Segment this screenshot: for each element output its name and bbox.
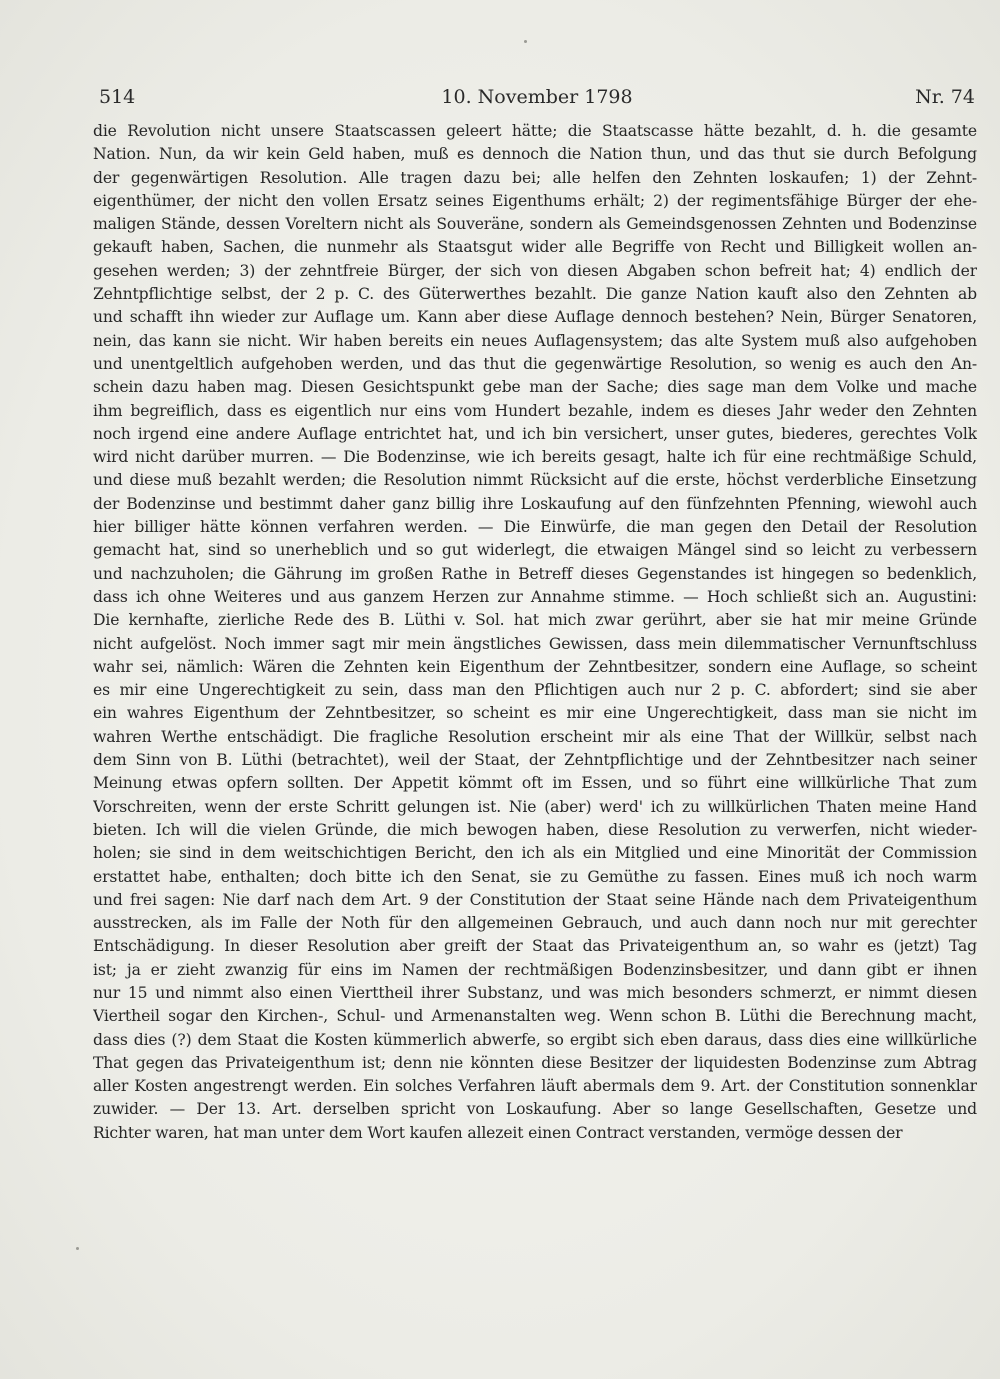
text-line: ein wahres Eigenthum der Zehntbesitzer, so scheint es mir eine Ungerechtigkeit, dass man sie nicht im (93, 704, 977, 723)
text-line: eigenthümer, der nicht den vollen Ersatz seines Eigenthums erhält; 2) der regimentsfähige Bürger der ehe- (93, 191, 977, 210)
body-text (93, 120, 977, 1145)
text-line: nur 15 und nimmt also einen Vierttheil ihrer Substanz, und was mich besonders schmerzt, er nimmt diesen (93, 983, 977, 1002)
text-line: Zehntpflichtige selbst, der 2 p. C. des Güterwerthes bezahlt. Die ganze Nation kauft also den Zehnten ab (93, 285, 977, 304)
text-line: hier billiger hätte können verfahren werden. — Die Einwürfe, die man gegen den Detail der Resolution (93, 518, 977, 537)
text-line: ist; ja er zieht zwanzig für eins im Namen der rechtmäßigen Bodenzinsbesitzer, und dann gibt er ihnen (93, 960, 977, 979)
text-line: und nachzuholen; die Gährung im großen Rathe in Betreff dieses Gegenstandes ist hingegen so bedenklich, (93, 564, 977, 583)
text-line: die Revolution nicht unsere Staatscassen geleert hätte; die Staatscasse hätte bezahlt, d. h. die gesamte (93, 122, 977, 140)
text-line: es mir eine Ungerechtigkeit zu sein, dass man den Pflichtigen auch nur 2 p. C. abfordert; sind sie aber (93, 681, 977, 700)
text-line: gesehen werden; 3) der zehntfreie Bürger, der sich von diesen Abgaben schon befreit hat; 4) endlich der (93, 261, 977, 280)
text-line: ausstrecken, als im Falle der Noth für den allgemeinen Gebrauch, und auch dann noch nur mit gerechter (93, 914, 977, 933)
text-line: erstattet habe, enthalten; doch bitte ich den Senat, sie zu Gemüthe zu fassen. Eines muß ich noch warm (93, 867, 977, 886)
text-line: Vorschreiten, wenn der erste Schritt gelungen ist. Nie (aber) werd' ich zu willkürlichen Thaten meine Hand (93, 797, 977, 816)
header-date: 10. November 1798 (441, 86, 633, 108)
text-line: wahren Werthe entschädigt. Die fragliche Resolution erscheint mir als eine That der Willkür, selbst nach (93, 727, 977, 746)
text-line: dem Sinn von B. Lüthi (betrachtet), weil der Staat, der Zehntpflichtige und der Zehntbesitzer nach seiner (93, 751, 977, 770)
text-line: und schafft ihn wieder zur Auflage um. Kann aber diese Auflage dennoch bestehen? Nein, Bürger Senatoren, (93, 308, 977, 327)
text-line: nicht aufgelöst. Noch immer sagt mir mein ängstliches Gewissen, dass mein dilemmatischer Vernunftschluss (93, 634, 977, 653)
text-line: ihm begreiflich, dass es eigentlich nur eins vom Hundert bezahle, indem es dieses Jahr weder den Zehnten (93, 401, 977, 420)
text-line: der Bodenzinse und bestimmt daher ganz billig ihre Loskaufung auf den fünfzehnten Pfenning, wiewohl auch (93, 494, 977, 513)
paper-speck (524, 40, 527, 43)
paper-speck (76, 1247, 79, 1250)
text-line: Nation. Nun, da wir kein Geld haben, muß es dennoch die Nation thun, und das thut sie durch Befolgung (93, 145, 977, 164)
text-line: gemacht hat, sind so unerheblich und so gut widerlegt, die etwaigen Mängel sind so leicht zu verbessern (93, 541, 977, 560)
text-line: noch irgend eine andere Auflage entrichtet hat, und ich bin versichert, unser gutes, biederes, gerechtes Volk (93, 424, 977, 443)
text-line: wahr sei, nämlich: Wären die Zehnten kein Eigenthum der Zehntbesitzer, sondern eine Auflage, so scheint (93, 657, 977, 676)
text-line: That gegen das Privateigenthum ist; denn nie könnten diese Besitzer der liquidesten Bodenzinse zum Abtrag (93, 1053, 977, 1072)
text-line: bieten. Ich will die vielen Gründe, die mich bewogen haben, diese Resolution zu verwerfen, nicht wieder- (93, 820, 977, 839)
text-line: und diese muß bezahlt werden; die Resolution nimmt Rücksicht auf die erste, höchst verderbliche Einsetzung (93, 471, 977, 490)
text-line: dass dies (?) dem Staat die Kosten kümmerlich abwerfe, so ergibt sich eben daraus, dass dies eine willkürliche (93, 1030, 977, 1049)
text-line: schein dazu haben mag. Diesen Gesichtspunkt gebe man der Sache; dies sage man dem Volke und mache (93, 378, 977, 397)
text-line: dass ich ohne Weiteres und aus ganzem Herzen zur Annahme stimme. — Hoch schließt sich an. Augustini: (93, 587, 977, 606)
text-line: Die kernhafte, zierliche Rede des B. Lüthi v. Sol. hat mich zwar gerührt, aber sie hat mir meine Gründe (93, 611, 977, 630)
text-line: zuwider. — Der 13. Art. derselben spricht von Loskaufung. Aber so lange Gesellschaften, Gesetze und (93, 1100, 977, 1119)
text-line: gekauft haben, Sachen, die nunmehr als Staatsgut wider alle Begriffe von Recht und Billigkeit wollen an- (93, 238, 977, 257)
text-line: Entschädigung. In dieser Resolution aber greift der Staat das Privateigenthum an, so wahr es (jetzt) Tag (93, 937, 977, 956)
text-line: aller Kosten angestrengt werden. Ein solches Verfahren läuft abermals dem 9. Art. der Constitution sonnenklar (93, 1077, 977, 1096)
document-number: Nr. 74 (915, 86, 975, 108)
text-line: holen; sie sind in dem weitschichtigen Bericht, den ich als ein Mitglied und eine Minorität der Commission (93, 844, 977, 863)
page-number: 514 (99, 86, 136, 108)
text-line: Meinung etwas opfern sollten. Der Appetit kömmt oft im Essen, und so führt eine willkürliche That zum (93, 774, 977, 793)
text-line: nein, das kann sie nicht. Wir haben bereits ein neues Auflagensystem; das alte System muß also aufgehoben (93, 331, 977, 350)
text-line: und frei sagen: Nie darf nach dem Art. 9 der Constitution der Staat seine Hände nach dem Privateigenthum (93, 890, 977, 909)
page-header (99, 86, 975, 116)
text-line: und unentgeltlich aufgehoben werden, und das thut die gegenwärtige Resolution, so wenig es auch den An- (93, 354, 977, 373)
text-line: Richter waren, hat man unter dem Wort kaufen allezeit einen Contract verstanden, vermöge dessen der (93, 1123, 903, 1142)
text-line: wird nicht darüber murren. — Die Bodenzinse, wie ich bereits gesagt, halte ich für eine rechtmäßige Schuld, (93, 448, 977, 467)
text-line: Viertheil sogar den Kirchen-, Schul- und Armenanstalten weg. Wenn schon B. Lüthi die Berechnung macht, (93, 1007, 977, 1026)
text-line: maligen Stände, dessen Voreltern nicht als Souveräne, sondern als Gemeindsgenossen Zehnten und Bodenzinse (93, 215, 977, 234)
text-line: der gegenwärtigen Resolution. Alle tragen dazu bei; alle helfen den Zehnten loskaufen; 1) der Zehnt- (93, 168, 977, 187)
